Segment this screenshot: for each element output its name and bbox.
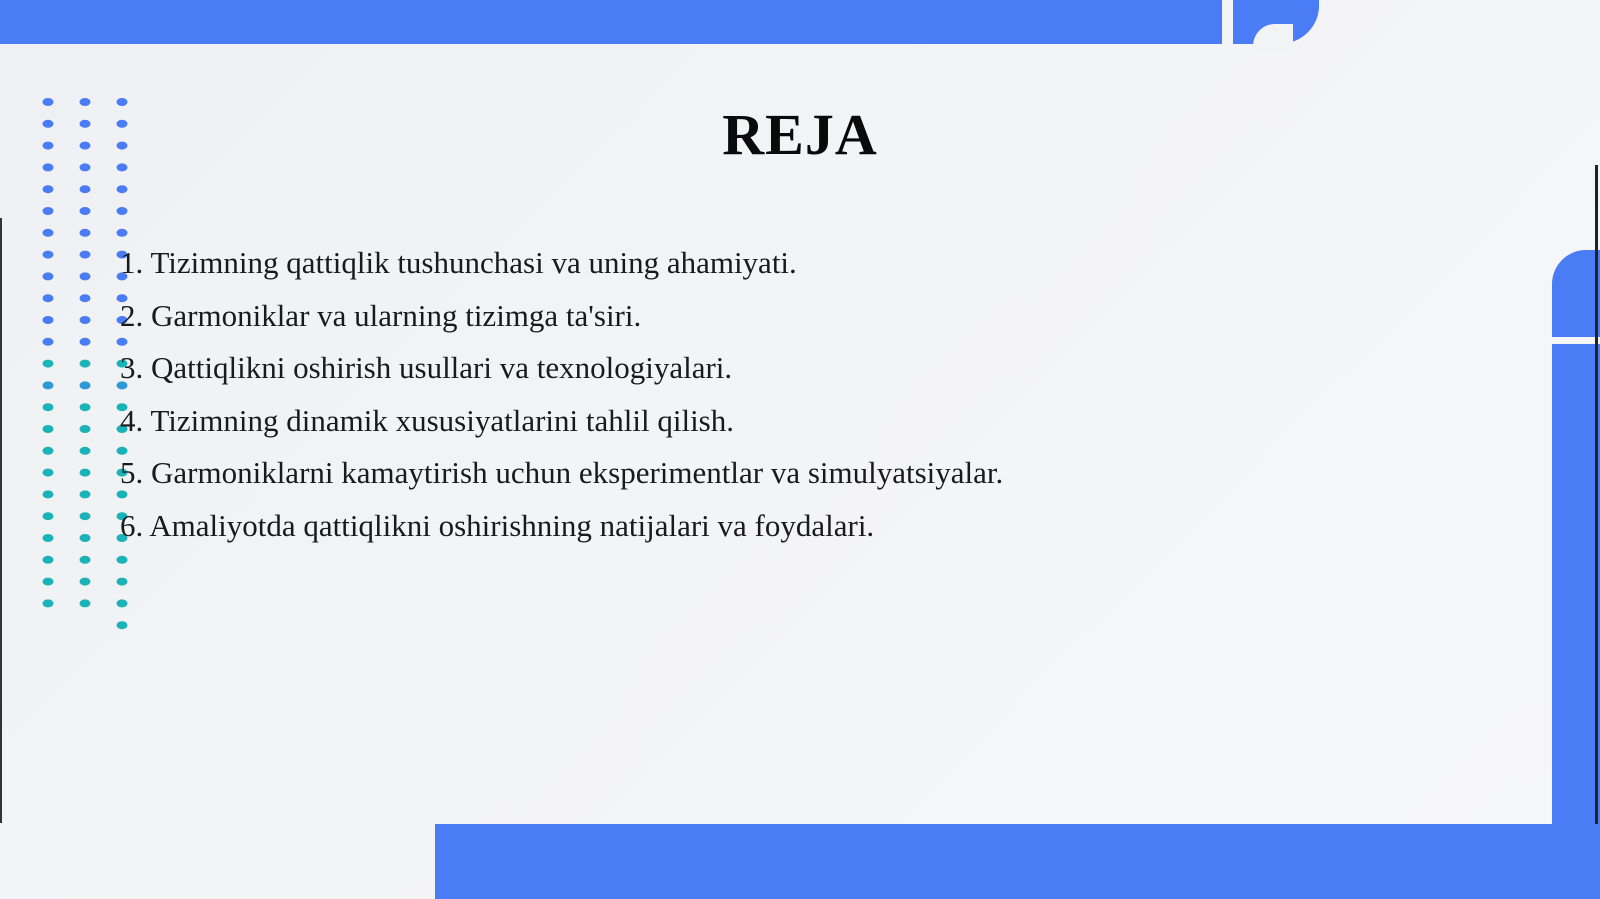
- right-frame-line: [1595, 165, 1598, 899]
- decorative-dot: [80, 338, 91, 346]
- decorative-dot: [43, 469, 54, 477]
- decorative-dot: [80, 251, 91, 259]
- decorative-dot: [80, 272, 91, 280]
- decorative-dot: [117, 599, 128, 607]
- plan-list: [120, 237, 1003, 553]
- decorative-dot: [117, 621, 128, 629]
- decorative-dot: [80, 403, 91, 411]
- decorative-dot: [43, 251, 54, 259]
- decorative-dot: [43, 185, 54, 193]
- decorative-dot: [80, 425, 91, 433]
- decorative-dot: [117, 185, 128, 193]
- bottom-accent-bar: [435, 824, 1600, 899]
- decorative-dot: [43, 316, 54, 324]
- decorative-dot: [43, 272, 54, 280]
- decorative-dot: [80, 447, 91, 455]
- decorative-dot: [43, 599, 54, 607]
- decorative-dot: [80, 207, 91, 215]
- decorative-dot: [43, 338, 54, 346]
- top-accent-bar: [0, 0, 1222, 44]
- decorative-dot: [80, 360, 91, 368]
- decorative-dot: [43, 381, 54, 389]
- decorative-dot: [80, 534, 91, 542]
- decorative-dot: [43, 360, 54, 368]
- slide-title-text: REJA: [722, 102, 878, 167]
- decorative-dot: [80, 469, 91, 477]
- decorative-dot: [80, 490, 91, 498]
- decorative-dot: [117, 556, 128, 564]
- plan-item-5: 5. Garmoniklarni kamaytirish uchun eksperimentlar va simulyatsiyalar.: [120, 455, 1004, 491]
- plan-item-2: 2. Garmoniklar va ularning tizimga ta'siri.: [120, 297, 642, 333]
- decorative-dot: [80, 512, 91, 520]
- decorative-dot: [43, 207, 54, 215]
- decorative-dot: [43, 578, 54, 586]
- decorative-dot: [117, 229, 128, 237]
- decorative-dot: [117, 578, 128, 586]
- decorative-dot: [43, 425, 54, 433]
- decorative-dot: [117, 207, 128, 215]
- decorative-dot: [43, 403, 54, 411]
- decorative-dot: [43, 447, 54, 455]
- decorative-dot: [43, 556, 54, 564]
- decorative-dot: [80, 578, 91, 586]
- decorative-dot: [43, 294, 54, 302]
- decorative-dot: [80, 381, 91, 389]
- plan-item-6: 6. Amaliyotda qattiqlikni oshirishning natijalari va foydalari.: [120, 507, 875, 543]
- decorative-dot: [43, 512, 54, 520]
- decorative-dot: [80, 185, 91, 193]
- decorative-dot: [80, 229, 91, 237]
- decorative-dot: [43, 229, 54, 237]
- decorative-dot: [43, 534, 54, 542]
- slide-title: [0, 96, 1600, 174]
- plan-item-4: 4. Tizimning dinamik xususiyatlarini tahlil qilish.: [120, 402, 734, 438]
- decorative-dot: [80, 556, 91, 564]
- plan-item-1: 1. Tizimning qattiqlik tushunchasi va uning ahamiyati.: [120, 245, 797, 280]
- right-accent-divider: [1552, 337, 1600, 344]
- decorative-dot: [80, 294, 91, 302]
- right-accent-bar: [1552, 250, 1600, 899]
- decorative-dot: [80, 316, 91, 324]
- decorative-dot: [80, 599, 91, 607]
- decorative-dot: [43, 490, 54, 498]
- plan-item-3: 3. Qattiqlikni oshirish usullari va texnologiyalari.: [120, 350, 733, 386]
